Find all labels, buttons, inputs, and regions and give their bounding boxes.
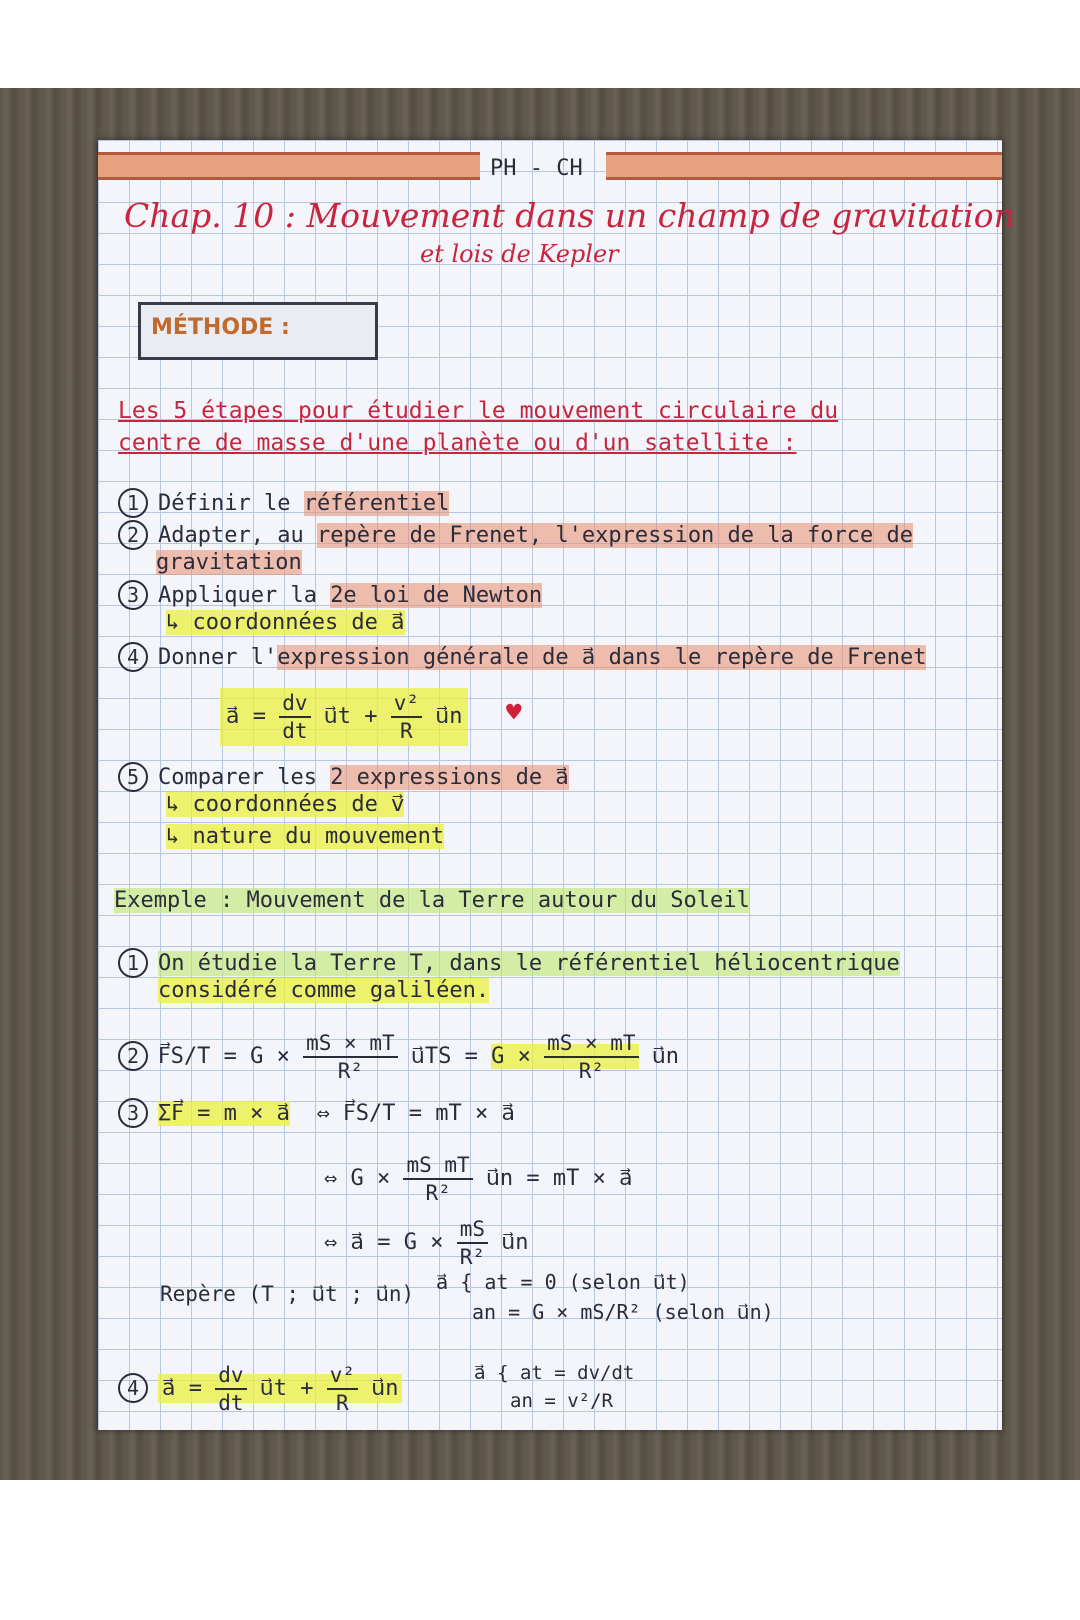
example-step-1-cont: considéré comme galiléen. [158, 978, 490, 1003]
steps-heading-line2: centre de masse d'une planète ou d'un satellite : [118, 430, 797, 456]
acc-system-4-line2: an = v²/R [510, 1390, 613, 1412]
step-3: 3 Appliquer la 2e loi de Newton [118, 580, 542, 610]
frenet-frame-label: Repère (T ; u⃗t ; u⃗n) [160, 1282, 415, 1306]
example-step-3c: ⇔ a⃗ = G × $\frac{mS}{\text{R²}}$ u⃗n [324, 1217, 529, 1269]
notebook-page [98, 140, 1015, 1430]
frenet-formula: a⃗ = $\frac{dv}{dt}$ u⃗t + $\frac{\text{v²}}{R}$ u⃗n [220, 688, 468, 746]
subject-label: PH - CH [490, 156, 583, 181]
step-5: 5 Comparer les 2 expressions de a⃗ [118, 762, 569, 792]
step-1: 1 Définir le référentiel [118, 488, 449, 518]
example-step-4: 4 a⃗ = $\frac{dv}{dt}$ u⃗t + $\frac{\text{v²}}{R}$ u⃗n [118, 1362, 402, 1416]
example-step-2: 2 F⃗S/T = G × $\frac{mS \times mT}{\text{R²}}$ u⃗TS = G × $\frac{mS \times mT}{\text{R²}}$ u⃗n [118, 1030, 679, 1084]
header-band-right [606, 152, 1002, 180]
chapter-subtitle: et lois de Kepler [420, 240, 619, 268]
step-5-sub1: ↳ coordonnées de v⃗ [166, 792, 405, 817]
example-step-1: 1 On étudie la Terre T, dans le référentiel héliocentrique [118, 948, 900, 978]
method-label: MÉTHODE : [151, 315, 290, 340]
example-step-3: 3 ΣF⃗ = m × a⃗ ⇔ F⃗S/T = mT × a⃗ [118, 1098, 515, 1128]
step-2-cont: gravitation [156, 550, 302, 575]
header-band-left [98, 152, 480, 180]
example-step-3b: ⇔ G × $\frac{\text{mS mT}}{\text{R²}}$ u⃗n = mT × a⃗ [324, 1153, 633, 1205]
acc-system-line1: a⃗ { at = 0 (selon u⃗t) [436, 1270, 690, 1294]
acc-system-line2: an = G × mS/R² (selon u⃗n) [472, 1300, 774, 1324]
step-5-sub2: ↳ nature du mouvement [166, 824, 445, 849]
acc-system-4-line1: a⃗ { at = dv/dt [474, 1362, 635, 1384]
example-title: Exemple : Mouvement de la Terre autour du Soleil [114, 888, 750, 913]
steps-heading-line1: Les 5 étapes pour étudier le mouvement circulaire du [118, 398, 839, 424]
heart-icon: ♥ [506, 698, 522, 728]
chapter-title: Chap. 10 : Mouvement dans un champ de gravitation [124, 196, 1015, 235]
step-3-sub: ↳ coordonnées de a⃗ [166, 610, 405, 635]
step-4: 4 Donner l'expression générale de a⃗ dans le repère de Frenet [118, 642, 926, 672]
method-box [138, 302, 378, 360]
step-2: 2 Adapter, au repère de Frenet, l'expression de la force de [118, 520, 913, 550]
